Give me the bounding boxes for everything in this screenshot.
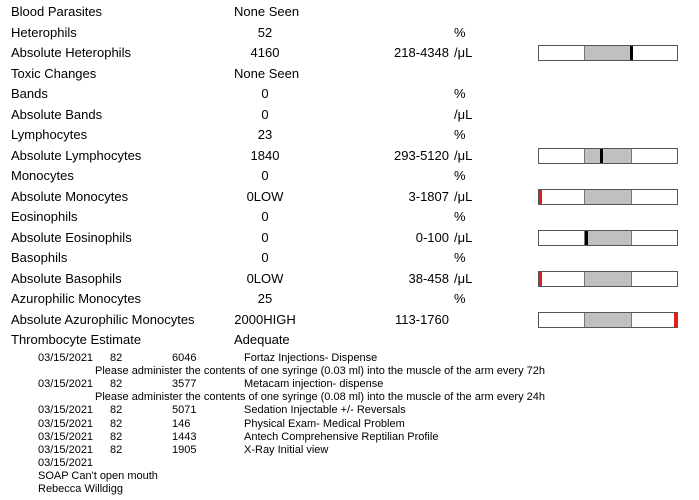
lab-test-value: 0 (261, 229, 269, 245)
lab-reference-range: 218-4348 (394, 45, 449, 60)
note-number: 82 (110, 443, 123, 456)
note-description: Sedation Injectable +/- Reversals (244, 404, 406, 417)
note-code: 1905 (172, 443, 197, 456)
note-code: 146 (172, 417, 191, 430)
lab-test-value: 0 (261, 250, 269, 265)
range-gauge-marker (539, 190, 542, 204)
note-description: Metacam injection- dispense (244, 378, 384, 391)
range-gauge-normal-band (584, 149, 632, 163)
lab-reference-range: 0-100 (415, 229, 449, 245)
lab-row (0, 248, 699, 268)
lab-test-name: Monocytes (11, 168, 74, 183)
lab-row (0, 330, 699, 350)
lab-test-value: None Seen (234, 4, 300, 19)
note-line (0, 365, 699, 378)
lab-test-name: Absolute Bands (11, 106, 103, 122)
lab-row (0, 166, 699, 186)
lab-unit: % (454, 127, 466, 142)
range-gauge-marker (630, 46, 633, 60)
range-gauge (538, 189, 678, 205)
lab-row (0, 64, 699, 84)
lab-unit: /μL (454, 229, 473, 245)
lab-reference-range: 38-458 (408, 270, 449, 286)
note-line (0, 457, 699, 470)
range-gauge-marker (539, 272, 542, 286)
note-text: 03/15/2021 (38, 456, 94, 469)
lab-test-name: Basophils (11, 250, 68, 265)
lab-row (0, 228, 699, 248)
lab-reference-range: 3-1807 (408, 188, 449, 204)
note-date: 03/15/2021 (38, 443, 94, 456)
lab-test-value: 0LOW (246, 188, 284, 204)
note-number: 82 (110, 417, 123, 430)
lab-unit: /μL (454, 188, 473, 204)
range-gauge (538, 312, 678, 328)
range-gauge (538, 45, 678, 61)
lab-test-value: None Seen (234, 65, 300, 81)
lab-row (0, 105, 699, 125)
lab-unit: /μL (454, 147, 473, 163)
lab-test-value: 23 (257, 127, 273, 142)
lab-reference-range: 113-1760 (395, 311, 449, 327)
lab-test-name: Thrombocyte Estimate (11, 332, 142, 347)
lab-test-name: Absolute Azurophilic Monocytes (11, 311, 195, 327)
lab-unit: /μL (454, 106, 473, 122)
lab-test-name: Absolute Lymphocytes (11, 147, 142, 163)
lab-row (0, 84, 699, 104)
lab-unit: /μL (454, 45, 473, 60)
lab-test-value: 25 (257, 291, 273, 306)
range-gauge (538, 148, 678, 164)
lab-test-value: 2000HIGH (234, 311, 296, 327)
note-line (0, 444, 699, 457)
note-code: 3577 (172, 378, 197, 391)
range-gauge-marker (674, 313, 677, 327)
note-number: 82 (110, 352, 123, 364)
lab-unit: % (454, 250, 466, 265)
note-code: 1443 (172, 430, 197, 443)
lab-row (0, 146, 699, 166)
lab-test-value: 0LOW (246, 270, 284, 286)
lab-row (0, 207, 699, 227)
note-line (0, 483, 699, 496)
note-date: 03/15/2021 (38, 352, 94, 364)
lab-test-name: Blood Parasites (11, 4, 103, 19)
lab-row (0, 289, 699, 309)
note-line (0, 352, 699, 365)
range-gauge-normal-band (584, 313, 632, 327)
lab-test-value: 0 (261, 106, 269, 122)
lab-test-name: Absolute Heterophils (11, 45, 131, 60)
range-gauge-normal-band (584, 190, 632, 204)
lab-unit: % (454, 209, 466, 224)
lab-unit: % (454, 168, 466, 183)
note-line (0, 391, 699, 404)
range-gauge-marker (585, 231, 588, 245)
lab-test-value: 0 (261, 209, 269, 224)
note-line (0, 431, 699, 444)
lab-test-value: 1840 (250, 147, 280, 163)
note-code: 5071 (172, 404, 197, 417)
note-date: 03/15/2021 (38, 378, 94, 391)
lab-unit: % (454, 24, 466, 40)
range-gauge-normal-band (584, 231, 632, 245)
lab-row (0, 43, 699, 63)
lab-test-value: Adequate (234, 332, 290, 347)
range-gauge (538, 230, 678, 246)
note-line (0, 418, 699, 431)
note-line (0, 378, 699, 391)
lab-unit: % (454, 291, 466, 306)
note-description: Fortaz Injections- Dispense (244, 352, 378, 364)
lab-reference-range: 293-5120 (394, 147, 449, 163)
lab-row (0, 269, 699, 289)
range-gauge-marker (600, 149, 603, 163)
range-gauge-normal-band (584, 272, 632, 286)
lab-row (0, 187, 699, 207)
note-line (0, 470, 699, 483)
lab-test-name: Azurophilic Monocytes (11, 291, 142, 306)
range-gauge-normal-band (584, 46, 632, 60)
lab-test-name: Toxic Changes (11, 65, 97, 81)
note-instruction: Please administer the contents of one syringe (0.08 ml) into the muscle of the arm every 24h (95, 391, 546, 404)
lab-unit: /μL (454, 270, 473, 286)
note-date: 03/15/2021 (38, 430, 94, 443)
note-number: 82 (110, 404, 123, 417)
lab-test-name: Eosinophils (11, 209, 78, 224)
note-line (0, 404, 699, 417)
range-gauge (538, 271, 678, 287)
note-number: 82 (110, 378, 123, 391)
note-text: Rebecca Willdigg (38, 483, 123, 495)
note-description: Physical Exam- Medical Problem (244, 417, 405, 430)
lab-test-name: Absolute Monocytes (11, 188, 129, 204)
note-description: Antech Comprehensive Reptilian Profile (244, 430, 439, 443)
note-date: 03/15/2021 (38, 404, 94, 417)
note-code: 6046 (172, 352, 197, 364)
lab-row (0, 125, 699, 145)
lab-row (0, 2, 699, 22)
note-number: 82 (110, 430, 123, 443)
lab-test-name: Absolute Basophils (11, 270, 122, 286)
lab-test-name: Lymphocytes (11, 127, 88, 142)
note-date: 03/15/2021 (38, 417, 94, 430)
note-instruction: Please administer the contents of one syringe (0.03 ml) into the muscle of the arm every 72h (95, 365, 546, 378)
lab-test-value: 4160 (250, 45, 280, 60)
lab-test-value: 0 (261, 168, 269, 183)
lab-row (0, 23, 699, 43)
lab-test-value: 0 (261, 86, 269, 101)
lab-test-value: 52 (257, 24, 273, 40)
note-text: SOAP Can't open mouth (38, 469, 158, 482)
note-description: X-Ray Initial view (244, 443, 329, 456)
lab-test-name: Bands (11, 86, 48, 101)
lab-test-name: Absolute Eosinophils (11, 229, 132, 245)
lab-test-name: Heterophils (11, 24, 77, 40)
lab-row (0, 310, 699, 330)
lab-unit: % (454, 86, 466, 101)
